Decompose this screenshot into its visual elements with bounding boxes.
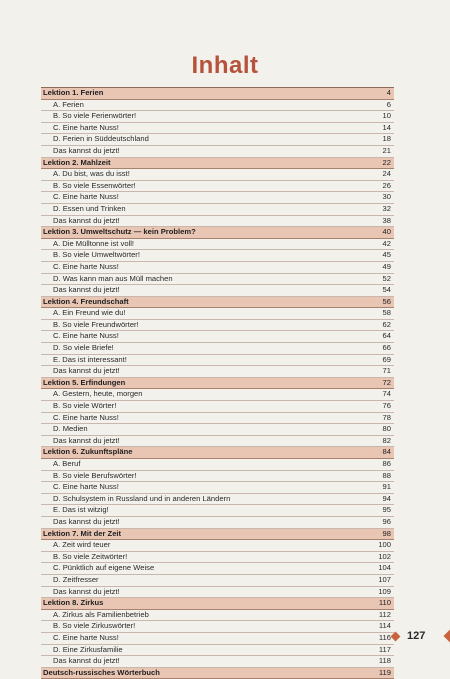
page-number: 127 <box>407 630 426 642</box>
toc-entry <box>41 204 394 216</box>
toc-entry-page: 91 <box>382 482 391 492</box>
toc-entry-page: 72 <box>382 377 391 387</box>
toc-entry-label: B. So viele Ferienwörter! <box>53 111 137 121</box>
toc-entry <box>41 100 394 112</box>
toc-entry <box>41 633 394 645</box>
toc-entry <box>41 320 394 332</box>
toc-entry-label: D. Schulsystem in Russland und in anderen Ländern <box>53 493 231 503</box>
toc-section-heading <box>41 297 394 309</box>
toc-entry-page: 58 <box>382 308 391 318</box>
toc-entry-page: 76 <box>382 401 391 411</box>
toc-entry-page: 10 <box>382 111 391 121</box>
page-footer <box>392 628 450 644</box>
toc-entry-label: Lektion 4. Freundschaft <box>43 296 129 306</box>
toc-entry-label: B. So viele Essenwörter! <box>53 180 136 190</box>
toc-entry-label: A. Zirkus als Familienbetrieb <box>53 609 149 619</box>
toc-entry-page: 74 <box>382 389 391 399</box>
toc-entry-page: 84 <box>382 447 391 457</box>
toc-entry-page: 30 <box>382 192 391 202</box>
toc-entry-label: D. Essen und Trinken <box>53 203 126 213</box>
toc-entry-label: B. So viele Wörter! <box>53 401 117 411</box>
toc-entry <box>41 355 394 367</box>
toc-entry-label: Das kannst du jetzt! <box>53 145 120 155</box>
toc-entry <box>41 645 394 657</box>
toc-entry-page: 38 <box>382 215 391 225</box>
toc-entry-page: 66 <box>382 343 391 353</box>
toc-entry <box>41 436 394 448</box>
toc-entry-label: D. Eine Zirkusfamilie <box>53 644 123 654</box>
toc-section-heading <box>41 668 394 679</box>
toc-entry-label: Deutsch-russisches Wörterbuch <box>43 667 160 677</box>
toc-entry-label: Lektion 6. Zukunftspläne <box>43 447 133 457</box>
page-title: Inhalt <box>191 52 259 79</box>
toc-entry-page: 104 <box>378 563 391 573</box>
toc-section-heading <box>41 598 394 610</box>
toc-entry-page: 80 <box>382 424 391 434</box>
toc-entry <box>41 621 394 633</box>
toc-entry-page: 22 <box>382 157 391 167</box>
toc-entry-label: C. Eine harte Nuss! <box>53 412 119 422</box>
toc-entry-page: 86 <box>382 459 391 468</box>
toc-entry <box>41 471 394 483</box>
toc-entry-page: 82 <box>382 435 391 445</box>
toc-entry-page: 18 <box>382 134 391 144</box>
toc-entry <box>41 494 394 506</box>
toc-entry <box>41 563 394 575</box>
toc-entry-label: Das kannst du jetzt! <box>53 586 120 596</box>
toc-entry-page: 119 <box>378 667 391 677</box>
toc-entry <box>41 366 394 378</box>
toc-entry-page: 14 <box>382 122 391 132</box>
toc-entry <box>41 575 394 587</box>
toc-entry-page: 95 <box>382 505 391 515</box>
toc-entry-label: Lektion 5. Erfindungen <box>43 377 126 387</box>
toc-entry-label: C. Eine harte Nuss! <box>53 331 119 341</box>
toc-entry-label: D. Ferien in Süddeutschland <box>53 134 149 144</box>
toc-entry <box>41 610 394 622</box>
toc-entry <box>41 552 394 564</box>
toc-entry-label: C. Eine harte Nuss! <box>53 632 119 642</box>
toc-entry-label: Das kannst du jetzt! <box>53 656 120 666</box>
toc-entry <box>41 274 394 286</box>
toc-entry-label: B. So viele Freundwörter! <box>53 319 139 329</box>
toc-entry-page: 71 <box>382 366 391 376</box>
toc-entry <box>41 343 394 355</box>
toc-entry-page: 88 <box>382 470 391 480</box>
toc-entry-label: C. Eine harte Nuss! <box>53 261 119 271</box>
toc-section-heading <box>41 227 394 239</box>
toc-entry-page: 56 <box>382 296 391 306</box>
toc-entry <box>41 192 394 204</box>
toc-entry-label: B. So viele Berufswörter! <box>53 470 137 480</box>
toc-entry-page: 112 <box>378 609 391 619</box>
toc-entry <box>41 389 394 401</box>
toc-entry-label: Lektion 1. Ferien <box>43 88 104 97</box>
toc-entry-page: 102 <box>378 551 391 561</box>
toc-section-heading <box>41 158 394 170</box>
toc-entry-label: Das kannst du jetzt! <box>53 435 120 445</box>
toc-entry-label: Das kannst du jetzt! <box>53 516 120 526</box>
toc-entry-page: 62 <box>382 319 391 329</box>
toc-entry-label: C. Eine harte Nuss! <box>53 122 119 132</box>
toc-entry-page: 6 <box>386 99 391 109</box>
toc-entry <box>41 656 394 668</box>
toc-entry-label: A. Die Mülltonne ist voll! <box>53 238 135 248</box>
toc-entry <box>41 250 394 262</box>
toc-entry-label: A. Beruf <box>53 459 81 468</box>
toc-entry-label: Das kannst du jetzt! <box>53 215 120 225</box>
toc-entry <box>41 505 394 517</box>
toc-entry-label: D. Was kann man aus Müll machen <box>53 273 173 283</box>
toc-entry-page: 109 <box>378 586 391 596</box>
toc-entry-label: B. So viele Zirkuswörter! <box>53 621 136 631</box>
toc-entry <box>41 587 394 599</box>
toc-entry <box>41 216 394 228</box>
toc-entry-label: Lektion 3. Umweltschutz — kein Problem? <box>43 227 196 237</box>
toc-entry <box>41 413 394 425</box>
toc-entry <box>41 517 394 529</box>
toc-entry-label: E. Das ist witzig! <box>53 505 109 515</box>
toc-entry-page: 4 <box>386 88 391 97</box>
toc-entry-page: 21 <box>382 145 391 155</box>
toc-entry <box>41 331 394 343</box>
toc-section-heading <box>41 378 394 390</box>
toc-entry-page: 114 <box>378 621 391 631</box>
toc-entry-label: E. Das ist interessant! <box>53 354 127 364</box>
toc-entry <box>41 262 394 274</box>
table-of-contents <box>41 87 394 679</box>
toc-entry-label: A. Ferien <box>53 99 84 109</box>
toc-entry-label: Lektion 8. Zirkus <box>43 598 104 608</box>
toc-entry <box>41 459 394 471</box>
toc-entry-page: 94 <box>382 493 391 503</box>
toc-entry <box>41 239 394 251</box>
toc-entry-label: C. Eine harte Nuss! <box>53 192 119 202</box>
toc-section-heading <box>41 529 394 541</box>
toc-entry <box>41 540 394 552</box>
toc-entry-label: B. So viele Zeitwörter! <box>53 551 128 561</box>
toc-entry <box>41 401 394 413</box>
toc-entry-label: Das kannst du jetzt! <box>53 285 120 295</box>
toc-entry-label: Das kannst du jetzt! <box>53 366 120 376</box>
toc-entry-label: D. Zeitfresser <box>53 574 99 584</box>
toc-entry <box>41 181 394 193</box>
toc-entry <box>41 308 394 320</box>
toc-entry-page: 118 <box>378 656 391 666</box>
toc-entry-label: C. Pünktlich auf eigene Weise <box>53 563 155 573</box>
toc-section-heading <box>41 88 394 100</box>
toc-entry-page: 116 <box>378 632 391 642</box>
toc-entry-label: D. So viele Briefe! <box>53 343 114 353</box>
toc-entry <box>41 285 394 297</box>
diamond-ornament-icon <box>391 631 401 641</box>
toc-entry-page: 98 <box>382 528 391 538</box>
toc-entry-label: A. Zeit wird teuer <box>53 540 111 550</box>
toc-entry-page: 49 <box>382 261 391 271</box>
toc-entry-page: 110 <box>378 598 391 608</box>
toc-entry-page: 32 <box>382 203 391 213</box>
toc-entry-label: D. Medien <box>53 424 88 434</box>
toc-entry <box>41 482 394 494</box>
toc-entry <box>41 134 394 146</box>
toc-entry-page: 96 <box>382 516 391 526</box>
toc-entry <box>41 111 394 123</box>
toc-entry-label: C. Eine harte Nuss! <box>53 482 119 492</box>
toc-entry-label: Lektion 2. Mahlzeit <box>43 157 111 167</box>
toc-entry-label: A. Ein Freund wie du! <box>53 308 126 318</box>
toc-entry-label: B. So viele Umweltwörter! <box>53 250 140 260</box>
toc-entry-label: A. Gestern, heute, morgen <box>53 389 143 399</box>
toc-entry-page: 117 <box>378 644 391 654</box>
toc-entry-page: 42 <box>382 238 391 248</box>
toc-section-heading <box>41 447 394 459</box>
toc-entry-label: A. Du bist, was du isst! <box>53 169 130 179</box>
toc-entry-page: 64 <box>382 331 391 341</box>
toc-entry-page: 45 <box>382 250 391 260</box>
toc-entry <box>41 424 394 436</box>
toc-entry <box>41 169 394 181</box>
toc-entry-page: 78 <box>382 412 391 422</box>
toc-entry-page: 26 <box>382 180 391 190</box>
toc-entry-page: 100 <box>378 540 391 550</box>
toc-entry <box>41 123 394 135</box>
toc-entry-page: 24 <box>382 169 391 179</box>
toc-entry-page: 69 <box>382 354 391 364</box>
toc-entry-label: Lektion 7. Mit der Zeit <box>43 528 122 538</box>
toc-entry-page: 54 <box>382 285 391 295</box>
toc-entry <box>41 146 394 158</box>
toc-entry-page: 52 <box>382 273 391 283</box>
toc-entry-page: 107 <box>378 574 391 584</box>
toc-entry-page: 40 <box>382 227 391 237</box>
